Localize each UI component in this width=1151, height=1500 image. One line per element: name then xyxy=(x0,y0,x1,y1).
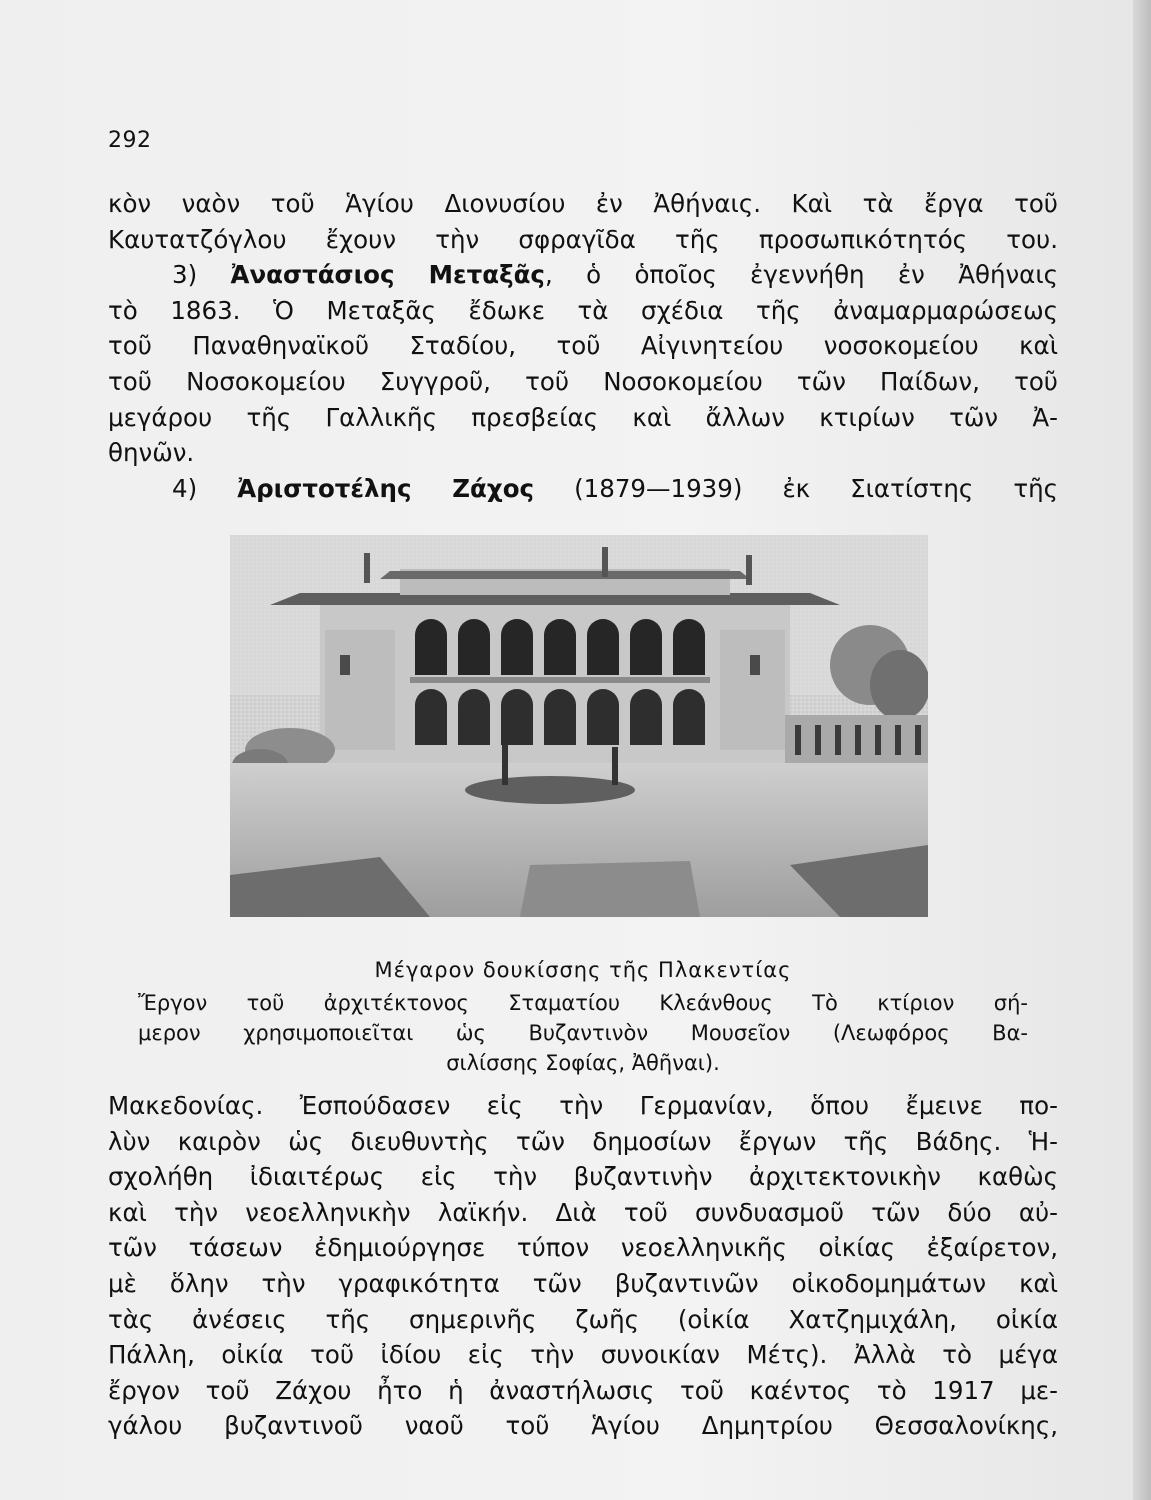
text-line: μὲ ὅλην τὴν γραφικότητα τῶν βυζαντινῶν οἰκοδομημάτων καὶ xyxy=(108,1268,1058,1298)
name-metaxas: Ἀναστάσιος Μεταξᾶς xyxy=(230,260,545,290)
name-zachos: Ἀριστοτέλης Ζάχος xyxy=(237,473,535,503)
page-edge-shadow xyxy=(1133,0,1151,1500)
text-line: καὶ τὴν νεοελληνικὴν λαϊκήν. Διὰ τοῦ συνδυασμοῦ τῶν δύο αὐ- xyxy=(108,1197,1058,1227)
caption-line: μερον χρησιμοποιεῖται ὡς Βυζαντινὸν Μουσεῖον (Λεωφόρος Βα- xyxy=(138,1021,1028,1045)
text-fragment: , ὁ ὁποῖος ἐγεννήθη ἐν Ἀθήναις xyxy=(544,260,1058,290)
text-line: τὰς ἀνέσεις τῆς σημερινῆς ζωῆς (οἰκία Χατζημιχάλη, οἰκία xyxy=(108,1304,1058,1334)
text-line: κὸν ναὸν τοῦ Ἁγίου Διονυσίου ἐν Ἀθήναις. Καὶ τὰ ἔργα τοῦ xyxy=(108,189,1058,218)
text-line: τὸ 1863. Ὁ Μεταξᾶς ἔδωκε τὰ σχέδια τῆς ἀναμαρμαρώσεως xyxy=(108,295,1058,325)
text-line: θηνῶν. xyxy=(108,438,195,468)
text-line-metaxas xyxy=(108,257,1058,293)
list-number: 4) xyxy=(172,473,198,503)
building-photo-drawing xyxy=(230,535,928,917)
text-line: λὺν καιρὸν ὡς διευθυντὴς τῶν δημοσίων ἔργων τῆς Βάδης. Ἡ- xyxy=(108,1126,1058,1156)
bottom-paragraph xyxy=(108,1088,1058,1444)
text-line: Καυτατζόγλου ἔχουν τὴν σφραγῖδα τῆς προσωπικότητός του. xyxy=(108,224,1058,254)
text-line: τοῦ Νοσοκομείου Συγγροῦ, τοῦ Νοσοκομείου τῶν Παίδων, τοῦ xyxy=(108,366,1058,396)
text-line: γάλου βυζαντινοῦ ναοῦ τοῦ Ἁγίου Δημητρίου Θεσσαλονίκης, xyxy=(108,1411,1058,1441)
text-line: Πάλλη, οἰκία τοῦ ἰδίου εἰς τὴν συνοικίαν Μέτς). Ἀλλὰ τὸ μέγα xyxy=(108,1340,1058,1370)
list-number: 3) xyxy=(172,260,198,290)
caption-line: Ἔργον τοῦ ἀρχιτέκτονος Σταματίου Κλεάνθους Τὸ κτίριον σή- xyxy=(138,991,1028,1015)
building-photo xyxy=(230,535,928,917)
text-line: σχολήθη ἰδιαιτέρως εἰς τὴν βυζαντινὴν ἀρχιτεκτονικὴν καθὼς xyxy=(108,1162,1058,1192)
top-paragraph xyxy=(108,186,1058,506)
text-line: μεγάρου τῆς Γαλλικῆς πρεσβείας καὶ ἄλλων κτιρίων τῶν Ἀ- xyxy=(108,402,1058,432)
figure-caption-title: Μέγαρον δουκίσσης τῆς Πλακεντίας xyxy=(374,958,792,982)
caption-line: σιλίσσης Σοφίας, Ἀθῆναι). xyxy=(446,1051,720,1075)
text-line: τῶν τάσεων ἐδημιούργησε τύπον νεοελληνικῆς οἰκίας ἐξαίρετον, xyxy=(108,1233,1058,1263)
text-fragment: (1879—1939) ἐκ Σιατίστης τῆς xyxy=(574,473,1058,503)
text-line: ἔργον τοῦ Ζάχου ἦτο ἡ ἀναστήλωσις τοῦ καέντος τὸ 1917 με- xyxy=(108,1375,1058,1405)
text-line: Μακεδονίας. Ἐσπούδασεν εἰς τὴν Γερμανίαν, ὅπου ἔμεινε πο- xyxy=(108,1091,1058,1120)
figure-caption-body xyxy=(138,988,1028,1078)
page-number: 292 xyxy=(108,128,152,153)
text-line-zachos xyxy=(108,471,1058,507)
text-line: τοῦ Παναθηναϊκοῦ Σταδίου, τοῦ Αἰγινητείου νοσοκομείου καὶ xyxy=(108,331,1058,361)
